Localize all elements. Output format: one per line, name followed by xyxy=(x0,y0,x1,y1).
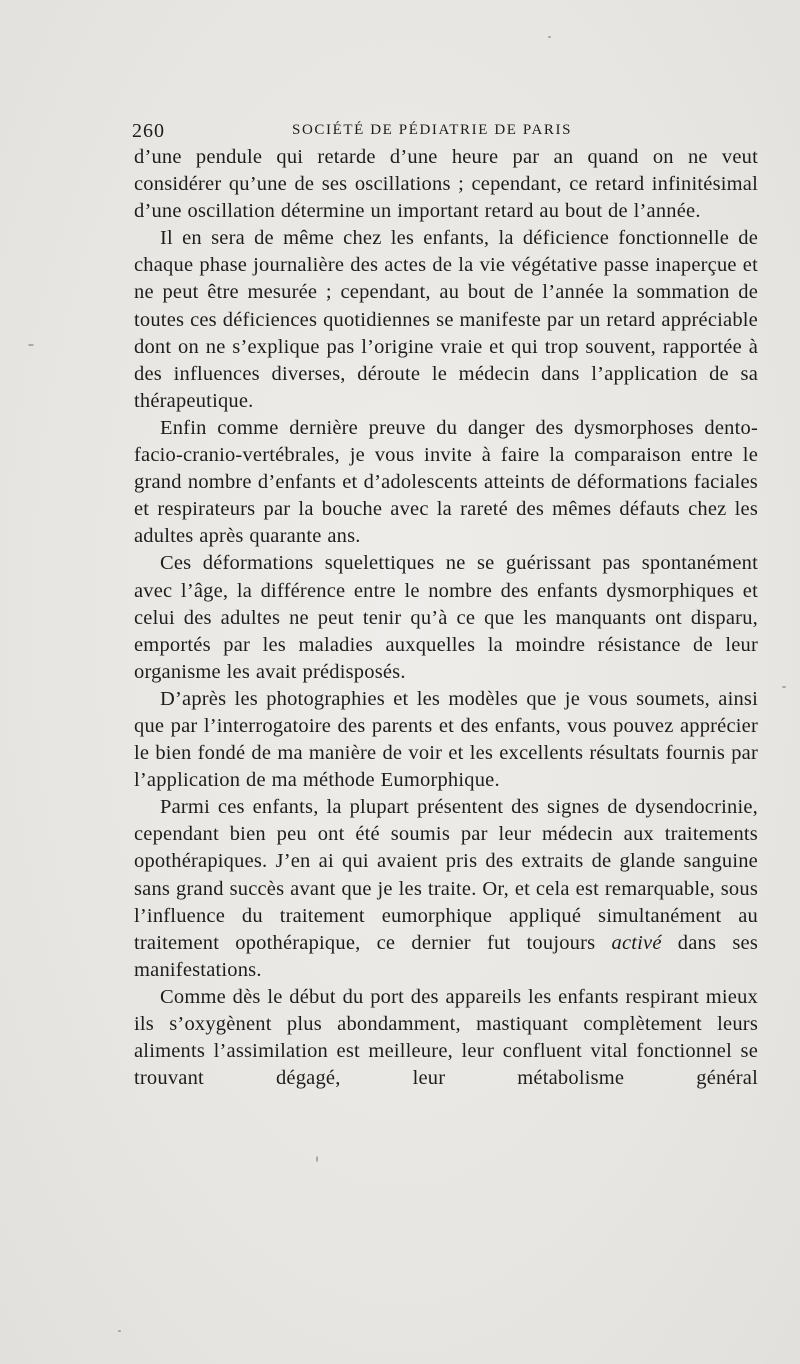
paragraph-5: D’après les photographies et les modèles que je vous soumets, ainsi que par l’interrogatoire des parents et des enfants, vous pouvez apprécier le bien fondé de ma manière de voir et les excellents résultats fournis par l’application de ma méthode Eumorphique. xyxy=(134,687,758,792)
page-number: 260 xyxy=(132,120,165,142)
running-title: SOCIÉTÉ DE PÉDIATRIE DE PARIS xyxy=(292,122,573,138)
paragraph-1: d’une pendule qui retarde d’une heure par an quand on ne veut considérer qu’une de ses oscillations ; cependant, ce retard infinitésimal d’une oscillation détermine un important retard au bout de l’année. xyxy=(134,146,758,223)
paragraph-6-text-after: dans ses manifestations. xyxy=(134,931,759,981)
emphasized-word: activé xyxy=(611,931,662,954)
body-text xyxy=(134,144,758,1092)
paragraph-4: Ces déformations squelettiques ne se guérissant pas spontanément avec l’âge, la différence entre le nombre des enfants dysmorphiques et celui des adultes ne peut tenir qu’à ce que les manquants ont disparu, emportés par les maladies auxquelles la moindre résistance de leur organisme les avait prédisposés. xyxy=(134,552,758,683)
page-header xyxy=(132,120,760,144)
print-speck xyxy=(118,1330,121,1332)
paragraph-7: Comme dès le début du port des appareils les enfants respirant mieux ils s’oxygènent plus abondamment, mastiquant complètement leurs aliments l’assimilation est meilleure, leur confluent vital fonctionnel se trouvant dégagé, leur métabolisme général xyxy=(134,985,758,1090)
paragraph-2: Il en sera de même chez les enfants, la déficience fonctionnelle de chaque phase journalière des actes de la vie végétative passe inaperçue et ne peut être mesurée ; cependant, au bout de l’année la sommation de toutes ces déficiences quotidiennes se manifeste par un retard appréciable dont on ne s’explique pas l’origine vraie et qui trop souvent, rapportée à des influences diverses, déroute le médecin dans l’application de sa thérapeutique. xyxy=(134,227,758,412)
paragraph-3: Enfin comme dernière preuve du danger des dysmorphoses dento-facio-cranio-vertébrales, je vous invite à faire la comparaison entre le grand nombre d’enfants et d’adolescents atteints de déformations faciales et respirateurs par la bouche avec la rareté des mêmes défauts chez les adultes après quarante ans. xyxy=(134,416,758,548)
print-speck xyxy=(28,344,34,346)
paragraph-6 xyxy=(134,794,758,984)
print-speck xyxy=(782,686,786,688)
print-speck xyxy=(548,36,551,38)
print-speck xyxy=(316,1156,318,1162)
paragraph-6-text-before: Parmi ces enfants, la plupart présentent des signes de dysendocrinie, cependant bien peu ont été soumis par leur médecin aux traitements opothérapiques. J’en ai qui avaient pris des extraits de glande sanguine sans grand succès avant que je les traite. Or, et cela est remarquable, sous l’influence du traitement eumorphique appliqué simultanément au traitement opothérapique, ce dernier fut toujours xyxy=(134,796,758,954)
